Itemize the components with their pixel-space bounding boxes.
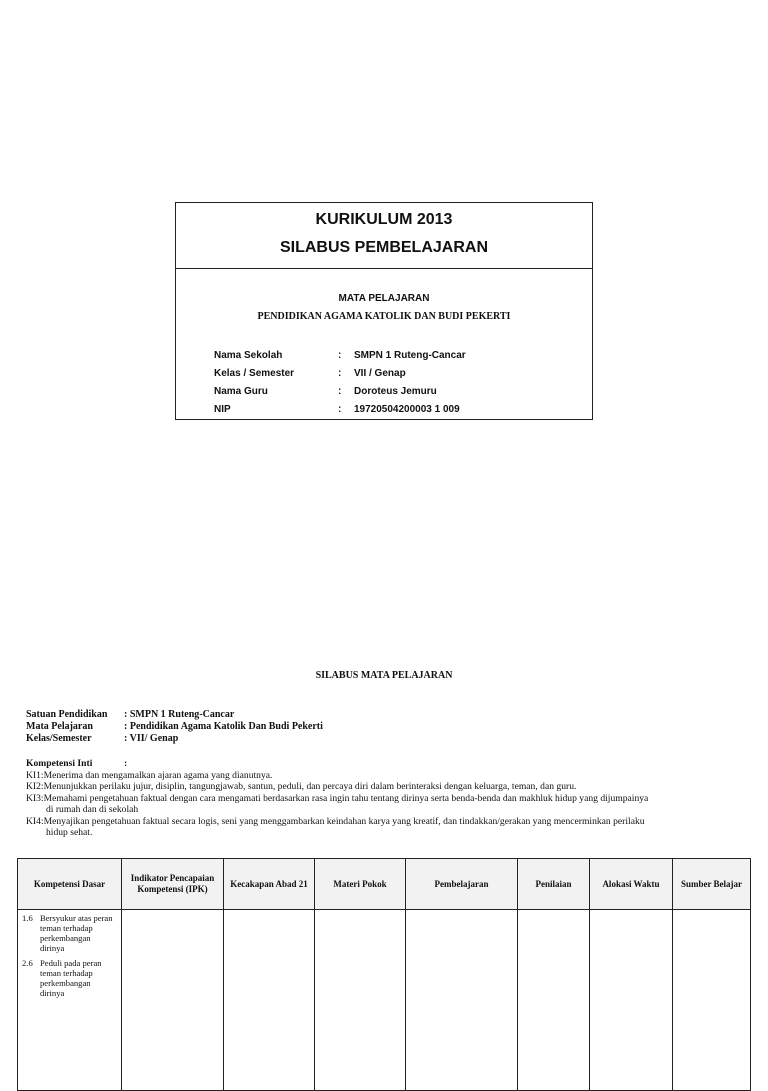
syllabus-table bbox=[17, 858, 751, 1091]
subject-label: MATA PELAJARAN bbox=[338, 293, 430, 304]
meta-label: Kelas/Semester bbox=[26, 733, 92, 744]
cover-info bbox=[214, 347, 466, 419]
info-value: VII / Genap bbox=[354, 368, 406, 379]
info-row-nip bbox=[214, 401, 466, 419]
meta-value: : Pendidikan Agama Katolik Dan Budi Pekerti bbox=[124, 721, 323, 732]
meta-row-class bbox=[26, 733, 323, 745]
core-competencies bbox=[26, 758, 756, 839]
kd-number: 2.6 bbox=[22, 958, 33, 968]
col-header-pembelajaran: Pembelajaran bbox=[406, 859, 518, 910]
info-colon: : bbox=[338, 368, 342, 379]
info-row-teacher bbox=[214, 383, 466, 401]
table-header-row bbox=[18, 859, 751, 910]
kd-number: 1.6 bbox=[22, 913, 33, 923]
cover-subject bbox=[176, 292, 592, 324]
table-row bbox=[18, 910, 751, 1091]
cell-sumber bbox=[673, 910, 751, 1091]
cell-kompetensi-dasar bbox=[18, 910, 122, 1091]
meta-label: Satuan Pendidikan bbox=[26, 709, 108, 720]
info-label: Nama Guru bbox=[214, 386, 268, 397]
ki-heading bbox=[26, 758, 756, 770]
syllabus-meta bbox=[26, 709, 323, 745]
syllabus-heading: SILABUS MATA PELAJARAN bbox=[315, 670, 453, 681]
info-colon: : bbox=[338, 386, 342, 397]
ki2-text: KI2:Menunjukkan perilaku jujur, disiplin, tangungjawab, santun, peduli, dan percaya diri dalam berinteraksi dengan keluarga, teman, dan guru. bbox=[26, 781, 577, 792]
info-label: Kelas / Semester bbox=[214, 368, 295, 379]
info-colon: : bbox=[338, 350, 342, 361]
ki-label: Kompetensi Inti bbox=[26, 758, 93, 769]
cell-penilaian bbox=[518, 910, 590, 1091]
kd-text: Bersyukur atas peran teman terhadap perkembangan dirinya bbox=[40, 913, 113, 953]
ki4-text: KI4:Menyajikan pengetahuan faktual secara logis, seni yang menggambarkan keindahan karya yang kreatif, dan tindakkan/gerakan yang mencerminkan perilaku bbox=[26, 815, 645, 827]
col-header-alokasi: Alokasi Waktu bbox=[590, 859, 673, 910]
ki-colon: : bbox=[124, 758, 128, 769]
ki4-text-continued: hidup sehat. bbox=[46, 827, 93, 838]
subject-name: PENDIDIKAN AGAMA KATOLIK DAN BUDI PEKERTI bbox=[257, 311, 511, 322]
col-header-sumber: Sumber Belajar bbox=[673, 859, 751, 910]
col-header-kecakapan: Kecakapan Abad 21 bbox=[224, 859, 315, 910]
meta-label: Mata Pelajaran bbox=[26, 721, 93, 732]
info-value: Doroteus Jemuru bbox=[354, 386, 437, 397]
meta-row-unit bbox=[26, 709, 323, 721]
info-row-school bbox=[214, 347, 466, 365]
col-header-ipk: Indikator Pencapaian Kompetensi (IPK) bbox=[122, 859, 224, 910]
syllabus-title: SILABUS PEMBELAJARAN bbox=[279, 239, 488, 256]
meta-row-subject bbox=[26, 721, 323, 733]
info-value: 19720504200003 1 009 bbox=[354, 404, 460, 415]
col-header-kompetensi-dasar: Kompetensi Dasar bbox=[18, 859, 122, 910]
meta-value: : SMPN 1 Ruteng-Cancar bbox=[124, 709, 235, 720]
curriculum-title: KURIKULUM 2013 bbox=[315, 211, 453, 228]
info-value: SMPN 1 Ruteng-Cancar bbox=[354, 350, 466, 361]
cell-alokasi bbox=[590, 910, 673, 1091]
col-header-materi: Materi Pokok bbox=[315, 859, 406, 910]
info-label: Nama Sekolah bbox=[214, 350, 283, 361]
ki3-text-continued: di rumah dan di sekolah bbox=[46, 804, 139, 815]
kd-item bbox=[18, 958, 121, 998]
cell-kecakapan bbox=[224, 910, 315, 1091]
ki1-text: KI1:Menerima dan mengamalkan ajaran agama yang dianutnya. bbox=[26, 769, 273, 781]
kd-item bbox=[18, 913, 121, 953]
cell-pembelajaran bbox=[406, 910, 518, 1091]
cover-box bbox=[175, 202, 593, 420]
kd-text: Peduli pada peran teman terhadap perkembangan dirinya bbox=[40, 958, 102, 998]
info-row-class bbox=[214, 365, 466, 383]
cell-materi bbox=[315, 910, 406, 1091]
cell-ipk bbox=[122, 910, 224, 1091]
info-colon: : bbox=[338, 404, 342, 415]
col-header-penilaian: Penilaian bbox=[518, 859, 590, 910]
info-label: NIP bbox=[214, 404, 231, 415]
meta-value: : VII/ Genap bbox=[124, 733, 179, 744]
ki3-text: KI3:Memahami pengetahuan faktual dengan cara mengamati berdasarkan rasa ingin tahu tentang dirinya serta benda-benda dan makhluk hidup yang dijumpainya bbox=[26, 792, 649, 804]
cover-header bbox=[176, 203, 592, 269]
